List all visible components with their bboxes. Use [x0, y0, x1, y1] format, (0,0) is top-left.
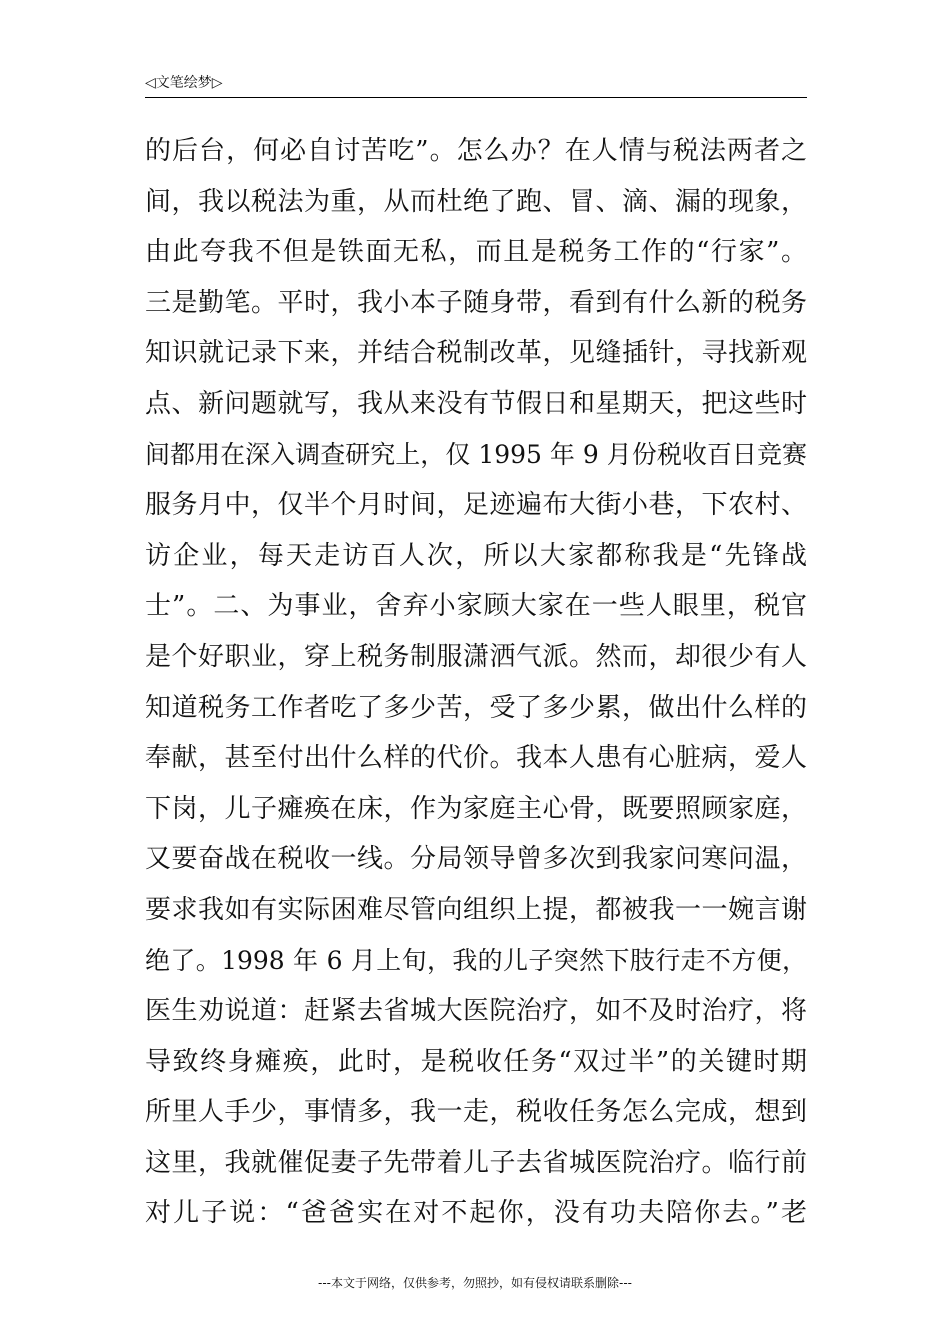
text-line: 服务月中，仅半个月时间，足迹遍布大街小巷，下农村、: [145, 490, 807, 521]
text-line: 下岗，儿子瘫痪在床，作为家庭主心骨，既要照顾家庭，: [145, 793, 807, 824]
text-line: 士”。二、为事业，舍弃小家顾大家在一些人眼里，税官: [145, 591, 807, 622]
text-line: 医生劝说道：赶紧去省城大医院治疗，如不及时治疗，将: [145, 996, 807, 1027]
page-header: [145, 72, 807, 98]
text-line: 导致终身瘫痪，此时，是税收任务“双过半”的关键时期: [145, 1046, 807, 1077]
text-line: 这里，我就催促妻子先带着儿子去省城医院治疗。临行前: [145, 1147, 807, 1178]
text-line: 间，我以税法为重，从而杜绝了跑、冒、滴、漏的现象，: [145, 186, 807, 217]
text-line: 的后台，何必自讨苦吃”。怎么办？在人情与税法两者之: [145, 136, 807, 166]
text-line: 是个好职业，穿上税务制服潇洒气派。然而，却很少有人: [145, 641, 807, 672]
text-line: 又要奋战在税收一线。分局领导曾多次到我家问寒问温，: [145, 844, 807, 875]
text-line: 点、新问题就写，我从来没有节假日和星期天，把这些时: [145, 388, 807, 419]
text-line: 访企业，每天走访百人次，所以大家都称我是“先锋战: [145, 540, 807, 571]
page-footer-notice: ---本文于网络，仅供参考，勿照抄，如有侵权请联系删除---: [318, 1276, 632, 1290]
header-title: ◁文笔绘梦▷: [145, 75, 223, 91]
text-line: 要求我如有实际困难尽管向组织上提，都被我一一婉言谢: [145, 894, 807, 925]
text-line: 对儿子说：“爸爸实在对不起你，没有功夫陪你去。”老: [145, 1198, 807, 1229]
body-text: [145, 126, 807, 1239]
text-line: 知识就记录下来，并结合税制改革，见缝插针，寻找新观: [145, 338, 807, 369]
text-line: 奉献，甚至付出什么样的代价。我本人患有心脏病，爱人: [145, 743, 807, 774]
text-line: 绝了。1998 年 6 月上旬，我的儿子突然下肢行走不方便，: [145, 945, 807, 975]
text-line: 所里人手少，事情多，我一走，税收任务怎么完成，想到: [145, 1097, 807, 1128]
text-line: 知道税务工作者吃了多少苦，受了多少累，做出什么样的: [145, 692, 807, 723]
text-line: 间都用在深入调查研究上，仅 1995 年 9 月份税收百日竞赛: [145, 439, 807, 469]
text-line: 由此夸我不但是铁面无私，而且是税务工作的“行家”。: [145, 237, 807, 268]
text-line: 三是勤笔。平时，我小本子随身带，看到有什么新的税务: [145, 287, 807, 318]
